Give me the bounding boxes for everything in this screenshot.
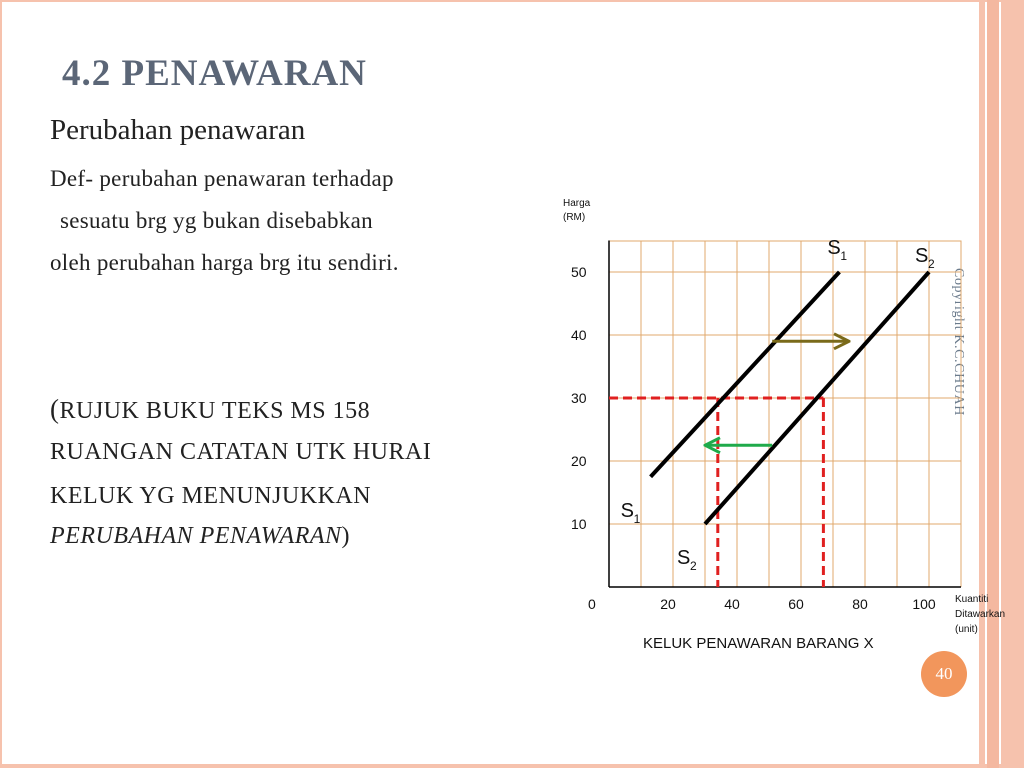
x-axis-label: Kuantiti [955,594,989,605]
origin-label: 0 [588,596,596,612]
y-tick-label: 30 [571,390,587,406]
curve-label-sub-s2-top: 2 [928,257,935,271]
y-axis-label: Harga [563,198,591,209]
x-tick-label: 60 [788,596,804,612]
curve-label-sub-s1-top: 1 [840,249,848,263]
y-tick-label: 40 [571,327,587,343]
reference-open-paren: ( [50,394,60,424]
y-tick-label: 20 [571,453,587,469]
curve-label-s1-top: S [827,237,841,259]
curve-label-s2-bottom: S [677,547,691,569]
definition-line-3: oleh perubahan harga brg itu sendiri. [50,250,399,275]
slide-title: 4.2 PENAWARAN [62,53,367,94]
reference-close-paren: ) [341,523,351,549]
y-tick-label: 10 [571,516,587,532]
x-tick-label: 80 [852,596,868,612]
copyright-notice: Copyright K.C.CHUAH [951,268,966,416]
x-tick-label: 40 [724,596,740,612]
reference-text-4: PERUBAHAN PENAWARAN [50,523,342,549]
x-tick-label: 100 [912,596,936,612]
x-tick-label: 20 [660,596,676,612]
reference-line-2: RUANGAN CATATAN UTK HURAI [50,439,432,465]
curve-label-s2-top: S [915,245,929,267]
x-axis-label: Ditawarkan [955,609,1006,620]
curve-label-sub-s2-bottom: 2 [690,559,697,573]
definition-line-1: Def- perubahan penawaran terhadap [50,166,394,191]
reference-text-1: RUJUK BUKU TEKS MS 158 [59,398,371,424]
y-tick-label: 50 [571,264,587,280]
y-axis-label: (RM) [563,212,586,223]
definition-line-2: sesuatu brg yg bukan disebabkan [60,208,373,233]
reference-line-3: KELUK YG MENUNJUKKAN [50,483,372,509]
slide-subtitle: Perubahan penawaran [50,114,306,146]
chart-title: KELUK PENAWARAN BARANG X [643,635,874,652]
curve-label-sub-s1-bottom: 1 [633,511,641,526]
x-axis-label: (unit) [955,624,978,635]
curve-label-s1-bottom: S [620,499,634,522]
page-number-badge: 40 [921,651,967,697]
